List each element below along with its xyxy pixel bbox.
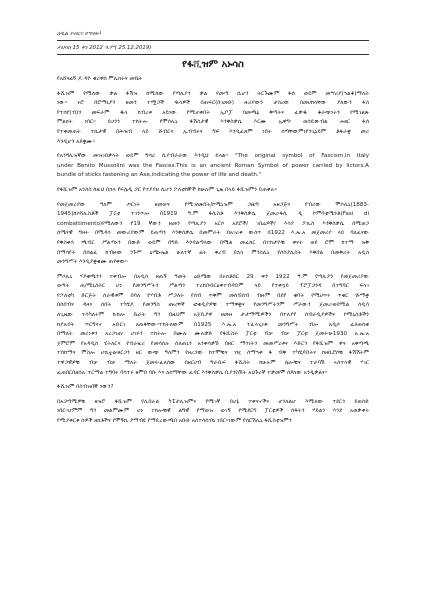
text-line: ነበር።ሆምም ግን መልምሙም ሆኑ ተከሎቹዊ ልግዊ የማወዝ ወገኝ የሚደርግ ፓርቲዎች ሰፋትን ሃይልን እንደ አወቃቀት <box>57 408 369 415</box>
document-page <box>57 30 369 432</box>
divider <box>57 54 369 55</box>
paragraph <box>57 398 369 427</box>
text-line: በማለት መሪነቱን አረጋገጠ፡ ሀገሩን ተከትሎ በሙሉ ሙሉቃድ የፋሺስት ፓርቲ ብቻ ብቻ ፓርቲ ጀመሩ፡ሁ1930 አ.ኤ.አ <box>57 331 369 338</box>
text-line: ፋሺዝም የሚለው ቃል ፋሽዝ ከሚለው የጣሊያን ቃል የመጣ ሲሆን ትርጉሙም ፋሰ ወይም መሣሪያ(ኀልቆ)ማለት <box>57 90 369 97</box>
text-line: የተቀመጠት ተኪታዊ በሕዝብ ላይ ሹብርና ኢብብሩና ግፍ እንዲፈጸም ነበት ሰጣቸውምነየንጊኒይም ቶፋራቋ መሪ <box>57 128 369 135</box>
text-line: የፖለቲካ ድርጅት ሰራዊቱም በባለ የሃብቶ ሥጋለት የሰብ ጥቅም መሰብሰብ ብዙም በደየ ቁባት የሚሀጥና ጥቂር ሹማቋ <box>57 292 369 299</box>
body-text <box>57 90 369 432</box>
text-line: ሰሜናዊ ግዛት በሚዳሳ መውሪያውም ይጠጣን እንቅስቃሴ በመምራት በአገሪቱ ውስጥ በ1922 እ.ኤ.አ መጀመሪያ ላይ ባለፈናው <box>57 230 369 237</box>
text-line: በሰበብና ዳዛና ሰበት ተካሄዶ የመንግስ ጡረቸኛ ፎቁዲያዎቹ ተማዋቋና የመንግሥትንም ሥራውን ጀመረ፡ወደሚል ሰዲሳ <box>57 302 369 309</box>
text-line: ጀምሮም የአዳዲስ ሂትለርና የብራዚሪ የመሳሰሉ ሰለጠኒን አንቀሳቃሽ በዘር ማንነትን መመሥረቱና እድርጎ የፋሺዝም ዋና አቅጣጫ <box>57 340 369 347</box>
paragraph <box>57 383 369 393</box>
text-line: በማሳየት በሰልፈ ከብዙው ንጉሥ ዕሜኑኤል ሁለተኛ ፊት ቀረብ በኋላ ምንስሊኒ የሶስያሊስት እቅበል በመቅሪት አዲስ <box>57 249 369 256</box>
text-line: በአጋጣሚዎቹ ዘዝሮ ፋሺዝም የሊበራል ካፒታሊዝምና የሚገኛ በሆኔ ተቀናኖችና ሆንለልሆ እሚለው ተደርጎ ይወሰድ <box>57 398 369 405</box>
text-line: እንዲሆን አደቋሙ። <box>57 138 96 145</box>
text-line: ከያሉበት ጥርግናኖ አድርገ አጠፋቸው።ተከትለውም በ1925 እ.ኤ.አ ተፈላጊነቱ መንግሥት ብሎ አዲሶ ፈለወሰቁ <box>57 321 369 328</box>
text-line: መንግሥት እንዲያቋቁሙ ጠየቀው። <box>57 259 128 266</box>
date-line: ታህሳስ 15 ቀን 2012 ዓ.ም( 25.12.2019) <box>57 45 152 51</box>
text-line: under Benito Mussolini was the Fasces.This is an ancient Roman Symbol of power carried by lictors.A <box>57 162 369 169</box>
text-line: ተዋጋዊዎቹ ብቻ ብቻ ማለት ጀመሩ፡ፈለሰው በዘርሀብ ግራቢፍ ፋሺስት ከሁሉም ሌሎቹና ተራባሽ ኣስተላዊ ሃገር <box>57 360 369 367</box>
paragraph <box>57 273 369 379</box>
paragraph <box>57 186 369 196</box>
text-line: የሚያቀርቱ ሰዎች ዘክቶችና የሞኝኪ ያማብዩ የማዴረውጫበ አቡድ አስተሳሰብኒ ነበር።ነውም የሰርሽሊኒ ፋሺስቲዝምን <box>57 418 292 424</box>
text-line: ወጣት ጠ/ሚኒስትር ሆነ የመንግሥትን ሥልጣን ተረከበ፡በርዕቀተብዳይም ላይ የተቀኳይ ፕሮፓጋንዳ በተግባር ፍላገ <box>57 283 369 290</box>
text-line: 1945)ከሶሻሊስቶች ፓርቲ ተገንጥሎ በ1919 ዓ.ም ፋሲስቶ እንቅስቃሴ ጀመረ፡ፋሲ ዲ ኮምባቲሜንቶ(Fasi di <box>57 211 369 218</box>
text-line: ምልክት ነበር። ይሀንን ተከትሎ የሞሶሊኒ ፋሽስታዊ እንቅስቃሴ እርሙ ኢዋግ፡ ወሰዴውብል ሐፀር ፋሰ <box>57 119 369 126</box>
text-line: ፋሺዝም በስብዝበኞ ነውን? <box>57 384 114 391</box>
text-line: ለጊዜው ተሳካለትም ኩከሎ ቤራት ግን በዚህም አጀቢያዋ ዘመዘ ታታማሚዎችን በተለያየ ሰብራዲያዎችና ኮሚኒስቶችን <box>57 312 369 319</box>
text-line: የተሰየ(ብ)ን መፍራም ዱላ ከብረቱ አይነው የሚሆቀበት ኢቦፓ በመጫኔ ቅጣትና ፈቃዱ ቆራጭነትን የሚገልጽ <box>57 109 369 116</box>
text-line: ፈጠበርበዘሰሉ ተርማል ተግባሩ ባሳተሩ ዘምበ ባቡ እና ለሰማቸው ፈዳር እንቅስቃሴ ቢያንስሽት አህጉሪኛ ተቃመሞ ሰዖለው አንዲቃልና። <box>57 369 328 376</box>
text-line: ምሶሊኒ ሃያቁጫንን ተቀብሎ በአዲሳ ዘጠኝ ዓመት ዕድሜው በኦክቶበር 29 ቀን 1922 ዓ.ም የጣሊያን የመጀመሪያው <box>57 273 369 280</box>
document-title: የፋሺዝም አኑሳስ <box>182 59 244 70</box>
author-line: ሰዲል ያብርና ይግባው! <box>57 31 102 37</box>
paragraph <box>57 201 369 268</box>
paragraph <box>57 152 369 181</box>
divider <box>57 40 369 41</box>
text-line: bundle of sticks fastening an Axe,indicating the power of life and death." <box>57 172 262 179</box>
paragraph <box>57 90 369 148</box>
text-line: የፋሺዝም አንስስ ከዚህ በኋላ የፍሌዲ ጋር የተያያዘ ሲሆን ፖለቲከኞች ከሁሉም ጊዜ በላይ ፋሺዝምን ይጠቀሉ። <box>57 186 278 193</box>
text-line: የቅስቀሳ ጫብር ሥልጣኑን በውድ ወይም በግድ እንዳልጣላው በሚል መፈከር በተከታዮቹ ቀናት ወደ ሮም ከተማ ዝቅ <box>57 239 369 246</box>
text-line: የአንግሊዝኛው መዝገበቃላት ወይም ግሳሪ ሲያብራራው እንዲህ ይላል። "The original symbol of Fascism,in Italy <box>57 153 369 160</box>
text-line: የመጀመሪያው ዓለም ጦርነት ዘመቻና የሚገለጽበት/ኮሚኒዝም ጋዜጣ አዘጋጅና የብሪው ሞሶሊኒ(1883- <box>57 201 369 208</box>
text-line: combattimento)የሚለውን የ19 ኛውን ዘመን የጣሊያን አርሶ አደሮች/ ገበሬዎች/ እሳያ ፖሊስ እንቅስቃሴ በሚወጋ <box>57 220 369 227</box>
text-line: ነው። ኑሮ በሮማኒያን ዘመን ተሟጋች ዱላዎች በጠፍር(በገመድ) ዙሪያውን ታስረው በመሀከላቸው ያለውን ፋስ <box>57 100 369 107</box>
text-line: ተሰከማና ምስሎ ሆኪቷል፡ፀርጋን ዘር ውጭ ዓለምን የዘረጋው ከተሞቹና ገዢ ሰማኅቀ ፋ ብቅ ተካሄዶበትና ከዘቢሮሶቹ ፋሽሽትም <box>57 350 369 357</box>
intro-line: የአሸናፊኝ ዶ.ዳዮ ቁሪዋሰ ምሊክትና መቤት <box>57 76 143 82</box>
